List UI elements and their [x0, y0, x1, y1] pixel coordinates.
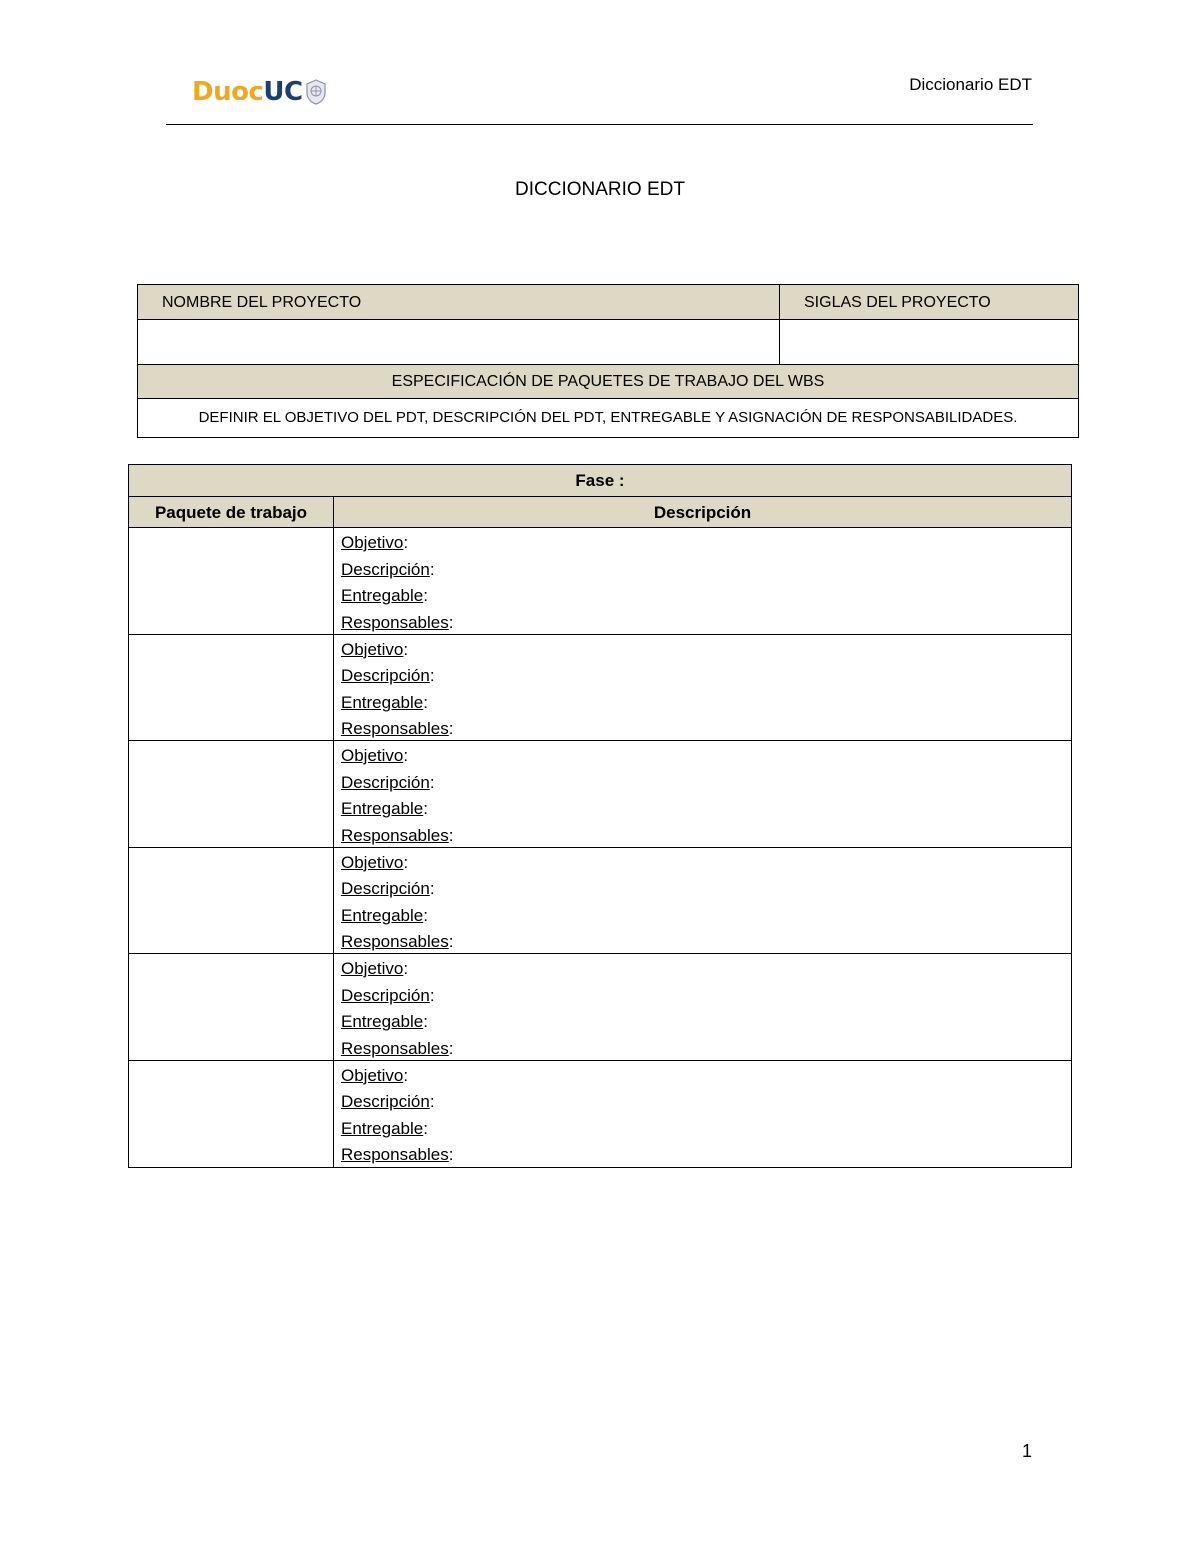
field-colon: : — [429, 985, 435, 1005]
table-row — [129, 1061, 1071, 1168]
column-header-description: Descripción — [653, 503, 752, 522]
field-label-objetivo: Objetivo — [341, 746, 404, 765]
column-header-package: Paquete de trabajo — [129, 497, 334, 527]
field-colon: : — [448, 719, 454, 738]
field-label-responsables: Responsables — [341, 932, 449, 951]
description-cell[interactable] — [334, 1061, 1071, 1168]
field-colon: : — [429, 666, 435, 685]
package-name-cell[interactable] — [129, 954, 334, 1060]
field-descripcion — [341, 557, 1071, 584]
field-descripcion — [341, 983, 1071, 1010]
field-label-entregable: Entregable — [341, 905, 424, 925]
field-label-objetivo: Objetivo — [341, 959, 404, 978]
field-colon: : — [429, 1092, 435, 1111]
field-colon: : — [403, 1065, 409, 1085]
field-objetivo — [341, 956, 1071, 983]
field-label-objetivo: Objetivo — [341, 533, 404, 552]
field-responsables — [341, 1142, 1071, 1169]
work-package-rows — [129, 528, 1071, 1167]
field-label-descripcion: Descripción — [341, 772, 430, 792]
field-descripcion — [341, 663, 1071, 690]
project-value-row — [138, 320, 1078, 365]
project-acronym-header: SIGLAS DEL PROYECTO — [804, 294, 991, 311]
page-number: 1 — [1021, 1441, 1032, 1461]
header-divider — [166, 124, 1033, 125]
column-header-row — [129, 497, 1071, 528]
field-label-responsables: Responsables — [341, 1145, 449, 1164]
field-colon: : — [403, 639, 409, 659]
phase-header: Fase : — [129, 465, 1071, 497]
project-header-row — [138, 285, 1078, 320]
package-name-cell[interactable] — [129, 635, 334, 741]
field-descripcion — [341, 1089, 1071, 1116]
field-descripcion — [341, 770, 1071, 797]
field-entregable — [341, 690, 1071, 717]
field-colon: : — [403, 852, 409, 872]
field-responsables — [341, 610, 1071, 637]
spec-header: ESPECIFICACIÓN DE PAQUETES DE TRABAJO DEL WBS — [138, 365, 1078, 399]
field-colon: : — [403, 746, 409, 765]
field-label-descripcion: Descripción — [341, 985, 430, 1005]
project-name-field[interactable] — [138, 320, 780, 364]
logo-text-uc: UC — [263, 77, 303, 107]
field-label-responsables: Responsables — [341, 1038, 449, 1058]
duoc-uc-logo — [192, 72, 327, 112]
field-colon: : — [448, 612, 454, 632]
field-colon: : — [429, 772, 435, 792]
field-objetivo — [341, 530, 1071, 557]
field-label-entregable: Entregable — [341, 692, 424, 712]
field-colon: : — [448, 825, 454, 845]
description-cell[interactable] — [334, 528, 1071, 634]
description-cell[interactable] — [334, 848, 1071, 954]
field-label-entregable: Entregable — [341, 586, 424, 605]
field-label-objetivo: Objetivo — [341, 1065, 404, 1085]
field-responsables — [341, 823, 1071, 850]
package-name-cell[interactable] — [129, 528, 334, 634]
field-label-responsables: Responsables — [341, 719, 449, 738]
description-cell[interactable] — [334, 635, 1071, 741]
field-colon: : — [423, 1012, 428, 1031]
university-seal-icon — [305, 79, 327, 105]
description-cell[interactable] — [334, 741, 1071, 847]
field-label-objetivo: Objetivo — [341, 852, 404, 872]
field-label-descripcion: Descripción — [341, 666, 430, 685]
description-cell[interactable] — [334, 954, 1071, 1060]
field-colon: : — [423, 799, 428, 818]
field-responsables — [341, 929, 1071, 956]
table-row — [129, 741, 1071, 848]
logo-text-duoc: Duoc — [192, 77, 264, 107]
field-entregable — [341, 903, 1071, 930]
field-entregable — [341, 796, 1071, 823]
field-label-entregable: Entregable — [341, 799, 424, 818]
field-label-descripcion: Descripción — [341, 879, 430, 898]
field-label-descripcion: Descripción — [341, 559, 430, 579]
field-entregable — [341, 1009, 1071, 1036]
project-acronym-field[interactable] — [780, 320, 1078, 364]
table-row — [129, 635, 1071, 742]
spec-instructions: DEFINIR EL OBJETIVO DEL PDT, DESCRIPCIÓN DEL PDT, ENTREGABLE Y ASIGNACIÓN DE RESPONSABILIDADES. — [198, 409, 1018, 426]
header-document-title: Diccionario EDT — [909, 75, 1032, 94]
field-colon: : — [403, 959, 409, 978]
field-colon: : — [448, 932, 454, 951]
field-colon: : — [423, 905, 428, 925]
table-row — [129, 954, 1071, 1061]
project-name-header: NOMBRE DEL PROYECTO — [138, 285, 780, 319]
field-responsables — [341, 716, 1071, 743]
table-row — [129, 848, 1071, 955]
field-responsables — [341, 1036, 1071, 1063]
field-label-entregable: Entregable — [341, 1118, 424, 1138]
field-label-entregable: Entregable — [341, 1012, 424, 1031]
field-objetivo — [341, 743, 1071, 770]
field-colon: : — [423, 1118, 428, 1138]
field-descripcion — [341, 876, 1071, 903]
package-name-cell[interactable] — [129, 741, 334, 847]
field-label-responsables: Responsables — [341, 612, 449, 632]
field-colon: : — [403, 533, 409, 552]
work-package-table — [128, 464, 1072, 1168]
field-objetivo — [341, 850, 1071, 877]
field-label-responsables: Responsables — [341, 825, 449, 845]
field-objetivo — [341, 1063, 1071, 1090]
field-colon: : — [423, 692, 428, 712]
field-colon: : — [423, 586, 428, 605]
field-colon: : — [429, 559, 435, 579]
field-entregable — [341, 583, 1071, 610]
table-row — [129, 528, 1071, 635]
project-info-table — [137, 284, 1079, 438]
field-label-objetivo: Objetivo — [341, 639, 404, 659]
field-colon: : — [448, 1038, 454, 1058]
field-entregable — [341, 1116, 1071, 1143]
field-label-descripcion: Descripción — [341, 1092, 430, 1111]
package-name-cell[interactable] — [129, 848, 334, 954]
page-title: DICCIONARIO EDT — [515, 179, 685, 200]
field-objetivo — [341, 637, 1071, 664]
field-colon: : — [448, 1145, 454, 1164]
field-colon: : — [429, 879, 435, 898]
package-name-cell[interactable] — [129, 1061, 334, 1168]
